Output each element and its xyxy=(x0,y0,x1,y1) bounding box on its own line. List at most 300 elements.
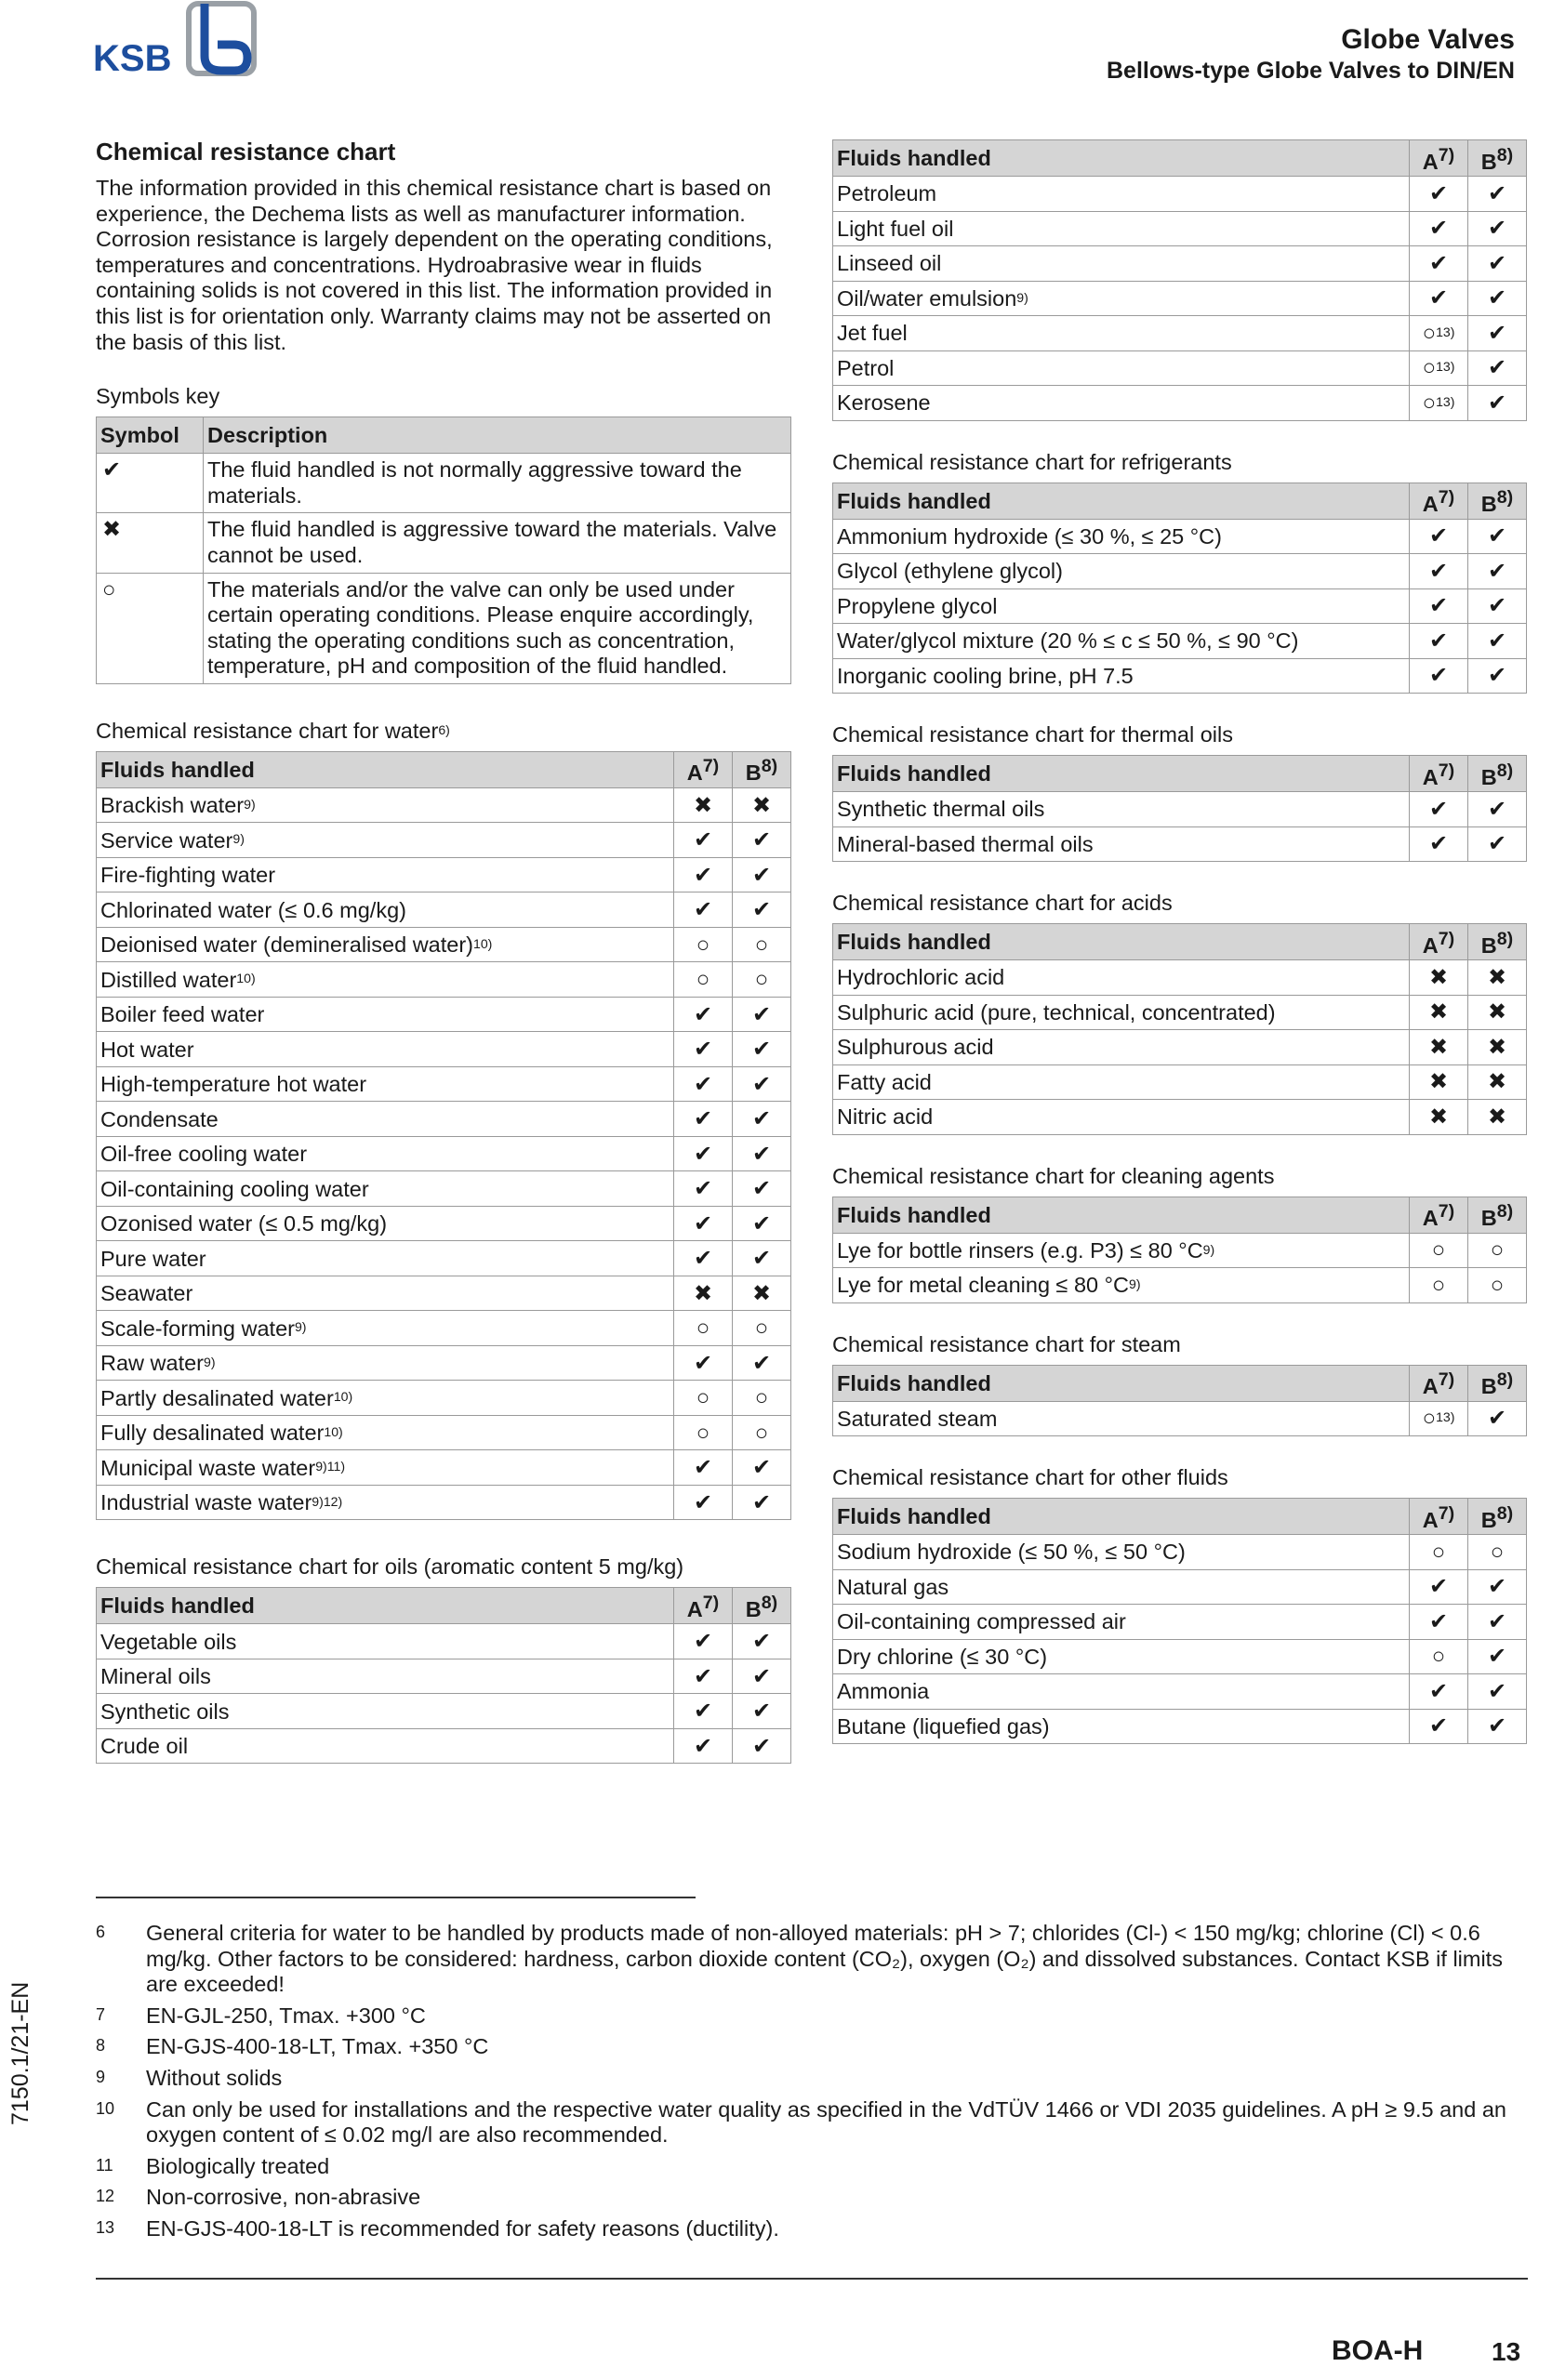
table-row xyxy=(97,1728,791,1764)
table-row xyxy=(833,1605,1527,1640)
table-row xyxy=(833,281,1527,316)
a-rating: ✔ xyxy=(1428,250,1449,276)
footnote xyxy=(96,2097,1528,2149)
b-rating: ○ xyxy=(1490,1539,1505,1565)
a-rating: ✖ xyxy=(1428,1034,1449,1060)
fluid-name-footnote-ref: 9) xyxy=(294,1319,307,1335)
b-rating-cell xyxy=(1468,1605,1527,1640)
b-rating-cell xyxy=(1468,554,1527,589)
a-header-text: A xyxy=(1422,764,1439,789)
b-header-text: B xyxy=(745,1596,762,1621)
a-rating-cell xyxy=(1410,316,1468,351)
footnote-number: 6 xyxy=(96,1923,106,1941)
table-row xyxy=(97,1136,791,1171)
b-rating: ✔ xyxy=(1487,1574,1507,1600)
b-rating: ✔ xyxy=(751,1106,772,1132)
b-rating: ✖ xyxy=(1487,1069,1507,1095)
a-rating-cell xyxy=(1410,624,1468,659)
b-rating: ✔ xyxy=(1487,320,1507,346)
b-rating: ✔ xyxy=(751,862,772,888)
fluid-column-header: Fluids handled xyxy=(833,1499,1410,1535)
b-column-header xyxy=(1468,483,1527,519)
a-rating: ✔ xyxy=(1428,593,1449,619)
intro-text: The information provided in this chemical resistance chart is based on experience, the Dechema lists as well as manufacturer information. Corrosion resistance is largely dependent on the operating conditions, temperatures and concentrations. Hydroabrasive wear in fluids containing solids is not covered in this list. The information provided in this list is for orientation only. Warranty claims may not be asserted on the basis of this list. xyxy=(96,176,773,354)
fluid-column-header: Fluids handled xyxy=(833,756,1410,792)
fluid-name-footnote-ref: 9)11) xyxy=(315,1459,346,1474)
fluid-cell xyxy=(833,1535,1410,1570)
fluid-cell xyxy=(97,1415,674,1450)
a-header-text-footnote-ref: 7) xyxy=(1438,1369,1455,1391)
table-title-text: Chemical resistance chart for other fluids xyxy=(832,1465,1228,1489)
b-rating: ✔ xyxy=(1487,1678,1507,1704)
symbols-key-row xyxy=(97,513,791,573)
a-rating: ✔ xyxy=(693,1350,713,1376)
a-header-text: A xyxy=(1422,932,1439,958)
fluid-column-header: Fluids handled xyxy=(833,483,1410,519)
b-rating-cell xyxy=(733,1206,791,1241)
fluid-column-header: Fluids handled xyxy=(97,751,674,787)
a-rating-cell xyxy=(1410,960,1468,996)
b-rating-cell xyxy=(733,1415,791,1450)
b-header-text-footnote-ref: 8) xyxy=(761,1592,778,1613)
a-rating: ○ xyxy=(1422,390,1437,416)
b-rating-cell xyxy=(733,1102,791,1137)
a-rating: ✔ xyxy=(1428,831,1449,857)
fluid-cell xyxy=(833,960,1410,996)
b-rating-cell xyxy=(733,1381,791,1416)
fluid-name: Chlorinated water (≤ 0.6 mg/kg) xyxy=(100,897,406,922)
b-rating: ✔ xyxy=(1487,285,1507,311)
a-rating: ✔ xyxy=(693,1037,713,1063)
a-rating-cell xyxy=(674,997,733,1032)
table-row xyxy=(833,519,1527,554)
fluid-name: Pure water xyxy=(100,1246,206,1271)
symbols-key-label: Symbols key xyxy=(96,384,220,409)
symbols-key-row xyxy=(97,454,791,513)
a-rating-cell xyxy=(674,823,733,858)
fluid-cell xyxy=(97,1694,674,1729)
table-row xyxy=(97,1659,791,1694)
a-rating-cell xyxy=(674,1659,733,1694)
b-rating-cell xyxy=(1468,177,1527,212)
fluid-cell xyxy=(97,857,674,892)
a-rating: ✔ xyxy=(1428,523,1449,549)
fluid-cell xyxy=(833,1674,1410,1710)
b-rating-cell xyxy=(1468,995,1527,1030)
left-table-title xyxy=(96,1554,791,1580)
fluid-cell xyxy=(97,787,674,823)
b-column-header xyxy=(733,751,791,787)
b-header-text: B xyxy=(1480,1507,1497,1532)
fluid-cell xyxy=(97,1728,674,1764)
b-rating-cell xyxy=(733,962,791,998)
a-header-text: A xyxy=(686,760,703,786)
a-rating-cell xyxy=(1410,1401,1468,1436)
table-header-row xyxy=(833,483,1527,519)
a-rating-cell xyxy=(1410,1569,1468,1605)
a-rating-footnote-ref: 13) xyxy=(1436,359,1455,375)
b-rating: ✔ xyxy=(751,897,772,923)
a-rating-cell xyxy=(1410,350,1468,386)
b-rating-cell xyxy=(733,1276,791,1311)
fluid-cell xyxy=(97,1381,674,1416)
fluid-cell xyxy=(833,281,1410,316)
b-rating: ✔ xyxy=(1487,523,1507,549)
b-rating-cell xyxy=(1468,1639,1527,1674)
symbols-key-table xyxy=(96,416,791,684)
a-rating-cell xyxy=(674,1206,733,1241)
footnote xyxy=(96,2034,1528,2060)
b-rating-cell xyxy=(733,1485,791,1520)
description-cell: The fluid handled is aggressive toward the materials. Valve cannot be used. xyxy=(204,513,791,573)
b-rating-cell xyxy=(1468,519,1527,554)
table-row xyxy=(833,588,1527,624)
symbol-cell: ✖ xyxy=(97,513,204,573)
fluid-cell xyxy=(97,1032,674,1067)
footnote-number: 13 xyxy=(96,2217,115,2237)
resistance-table xyxy=(832,139,1527,421)
table-row xyxy=(97,1241,791,1276)
a-header-text-footnote-ref: 7) xyxy=(1438,928,1455,949)
b-rating-cell xyxy=(733,823,791,858)
a-rating-cell xyxy=(1410,211,1468,246)
table-title-text: Chemical resistance chart for refrigerants xyxy=(832,449,1232,474)
a-rating-cell xyxy=(1410,177,1468,212)
fluid-name: Nitric acid xyxy=(837,1104,934,1130)
a-rating-cell xyxy=(1410,386,1468,421)
a-rating-cell xyxy=(1410,1605,1468,1640)
fluid-name: Service water xyxy=(100,827,233,853)
fluid-cell xyxy=(833,1639,1410,1674)
table-title-text: Chemical resistance chart for oils (aromatic content 5 mg/kg) xyxy=(96,1554,684,1580)
table-row xyxy=(97,1171,791,1207)
table-row xyxy=(833,1674,1527,1710)
fluid-name: Propylene glycol xyxy=(837,593,998,618)
a-rating: ✔ xyxy=(693,1489,713,1515)
b-rating-cell xyxy=(1468,658,1527,694)
b-rating-cell xyxy=(733,1694,791,1729)
b-rating: ✔ xyxy=(751,1455,772,1481)
description-column-header: Description xyxy=(204,417,791,454)
b-rating: ✔ xyxy=(1487,663,1507,689)
table-title-text-footnote-ref: 6) xyxy=(438,721,450,737)
a-rating: ✔ xyxy=(1428,1608,1449,1634)
a-rating: ✔ xyxy=(693,1106,713,1132)
fluid-name: Hot water xyxy=(100,1037,194,1062)
fluid-cell xyxy=(833,1709,1410,1744)
fluid-name-footnote-ref: 9) xyxy=(232,831,245,847)
footnote-number: 11 xyxy=(96,2155,113,2175)
fluid-name: Jet fuel xyxy=(837,321,908,346)
header-title: Globe Valves xyxy=(1341,24,1515,55)
b-rating-cell xyxy=(1468,792,1527,827)
b-rating: ✔ xyxy=(1487,1644,1507,1670)
resistance-table xyxy=(832,923,1527,1135)
fluid-name-footnote-ref: 9) xyxy=(244,796,256,812)
table-row xyxy=(833,960,1527,996)
a-rating-cell xyxy=(1410,1709,1468,1744)
fluid-cell xyxy=(97,1241,674,1276)
a-rating-cell xyxy=(674,1276,733,1311)
table-row xyxy=(833,386,1527,421)
b-header-text-footnote-ref: 8) xyxy=(1496,760,1514,781)
a-rating: ○ xyxy=(1422,1406,1437,1432)
fluid-cell xyxy=(833,1605,1410,1640)
fluid-name: Seawater xyxy=(100,1281,193,1306)
symbol-cell: ○ xyxy=(97,573,204,683)
fluid-column-header: Fluids handled xyxy=(833,1197,1410,1233)
a-rating-cell xyxy=(674,892,733,928)
a-rating: ✔ xyxy=(693,897,713,923)
table-row xyxy=(833,246,1527,282)
right-tables xyxy=(832,139,1527,1744)
fluid-cell xyxy=(97,1485,674,1520)
fluid-name: Oil/water emulsion xyxy=(837,285,1017,311)
fluid-name: Lye for bottle rinsers (e.g. P3) ≤ 80 °C xyxy=(837,1237,1203,1263)
a-rating: ○ xyxy=(696,1385,710,1411)
table-header-row xyxy=(833,1365,1527,1401)
fluid-cell xyxy=(833,588,1410,624)
fluid-cell xyxy=(97,927,674,962)
table-row xyxy=(97,962,791,998)
a-rating: ✔ xyxy=(693,827,713,853)
b-rating-cell xyxy=(1468,211,1527,246)
b-rating-cell xyxy=(1468,588,1527,624)
a-rating-cell xyxy=(674,962,733,998)
b-rating: ✔ xyxy=(1487,180,1507,206)
fluid-name: Inorganic cooling brine, pH 7.5 xyxy=(837,663,1134,688)
symbols-key-row xyxy=(97,573,791,683)
symbol-column-header: Symbol xyxy=(97,417,204,454)
b-rating: ✔ xyxy=(1487,831,1507,857)
fluid-cell xyxy=(97,1311,674,1346)
a-rating: ✔ xyxy=(1428,796,1449,822)
a-rating-cell xyxy=(674,1728,733,1764)
table-title-text: Chemical resistance chart for cleaning agents xyxy=(832,1163,1275,1188)
right-table-title xyxy=(832,449,1527,475)
a-header-text: A xyxy=(1422,1507,1439,1532)
fluid-cell xyxy=(833,658,1410,694)
a-rating-cell xyxy=(1410,1535,1468,1570)
a-rating-cell xyxy=(1410,995,1468,1030)
a-header-text: A xyxy=(1422,1373,1439,1398)
left-table-title xyxy=(96,718,791,744)
fluid-cell xyxy=(97,1450,674,1486)
b-rating-cell xyxy=(733,857,791,892)
symbol-cell: ✔ xyxy=(97,454,204,513)
b-rating-cell xyxy=(733,1659,791,1694)
footnote-text: Non-corrosive, non-abrasive xyxy=(146,2185,421,2210)
fluid-name: Ammonium hydroxide (≤ 30 %, ≤ 25 °C) xyxy=(837,523,1222,549)
fluid-column-header: Fluids handled xyxy=(833,1365,1410,1401)
b-rating: ✔ xyxy=(1487,1713,1507,1739)
a-rating-cell xyxy=(674,1381,733,1416)
a-rating: ○ xyxy=(696,1420,710,1446)
b-column-header xyxy=(1468,924,1527,960)
footnote-number: 8 xyxy=(96,2036,106,2056)
a-header-text-footnote-ref: 7) xyxy=(1438,487,1455,509)
fluid-cell xyxy=(833,1401,1410,1436)
b-rating-cell xyxy=(733,1032,791,1067)
fluid-name: Oil-containing cooling water xyxy=(100,1176,369,1201)
a-rating-cell xyxy=(1410,792,1468,827)
a-column-header xyxy=(674,751,733,787)
fluid-cell xyxy=(833,386,1410,421)
b-rating: ✔ xyxy=(751,1176,772,1202)
fluid-name: Oil-free cooling water xyxy=(100,1142,308,1167)
a-column-header xyxy=(674,1588,733,1624)
a-rating-cell xyxy=(1410,281,1468,316)
a-rating-cell xyxy=(1410,1064,1468,1100)
a-rating-footnote-ref: 13) xyxy=(1436,393,1455,409)
footnote-divider xyxy=(96,1897,696,1898)
b-rating-cell xyxy=(733,1450,791,1486)
fluid-name: Sulphuric acid (pure, technical, concentrated) xyxy=(837,999,1276,1025)
a-rating: ✔ xyxy=(693,1141,713,1167)
a-rating-cell xyxy=(674,857,733,892)
footnotes xyxy=(96,1921,1528,2248)
right-table-title xyxy=(832,721,1527,747)
footer-product: BOA-H xyxy=(1332,2335,1424,2366)
intro-title: Chemical resistance chart xyxy=(96,138,396,165)
fluid-name: Sulphurous acid xyxy=(837,1035,994,1060)
a-rating: ✖ xyxy=(1428,1069,1449,1095)
b-rating: ✔ xyxy=(1487,558,1507,584)
b-rating: ✔ xyxy=(1487,593,1507,619)
b-rating: ✖ xyxy=(1487,964,1507,990)
table-header-row xyxy=(833,756,1527,792)
table-row xyxy=(97,927,791,962)
a-rating: ✔ xyxy=(1428,1713,1449,1739)
b-header-text-footnote-ref: 8) xyxy=(1496,1201,1514,1223)
b-rating-cell xyxy=(733,1136,791,1171)
fluid-cell xyxy=(97,1276,674,1311)
b-rating: ✔ xyxy=(751,1210,772,1236)
a-rating-cell xyxy=(1410,1639,1468,1674)
table-row xyxy=(833,1268,1527,1303)
right-table-title xyxy=(832,1163,1527,1189)
fluid-name: Distilled water xyxy=(100,967,237,992)
description-cell: The fluid handled is not normally aggressive toward the materials. xyxy=(204,454,791,513)
b-rating-cell xyxy=(1468,350,1527,386)
a-rating-cell xyxy=(674,1345,733,1381)
b-rating: ✔ xyxy=(751,1733,772,1759)
resistance-table xyxy=(832,755,1527,862)
b-rating: ✔ xyxy=(1487,250,1507,276)
fluid-name: Mineral-based thermal oils xyxy=(837,831,1094,856)
a-rating: ✔ xyxy=(693,1246,713,1272)
b-rating-cell xyxy=(1468,960,1527,996)
b-rating-cell xyxy=(1468,1401,1527,1436)
fluid-name: Deionised water (demineralised water) xyxy=(100,932,473,958)
fluid-name: Dry chlorine (≤ 30 °C) xyxy=(837,1644,1048,1669)
fluid-cell xyxy=(97,1206,674,1241)
a-rating: ✖ xyxy=(1428,1104,1449,1130)
fluid-cell xyxy=(833,792,1410,827)
fluid-name: Saturated steam xyxy=(837,1406,998,1431)
a-rating-cell xyxy=(674,787,733,823)
fluid-cell xyxy=(97,1659,674,1694)
b-rating: ✔ xyxy=(751,827,772,853)
fluid-column-header: Fluids handled xyxy=(833,140,1410,177)
fluid-column-header: Fluids handled xyxy=(833,924,1410,960)
fluid-cell xyxy=(833,554,1410,589)
fluid-cell xyxy=(833,624,1410,659)
b-rating-cell xyxy=(1468,386,1527,421)
table-title-text: Chemical resistance chart for steam xyxy=(832,1331,1181,1356)
a-rating-cell xyxy=(1410,588,1468,624)
resistance-table xyxy=(832,1365,1527,1437)
b-rating: ✔ xyxy=(751,1037,772,1063)
b-rating: ✔ xyxy=(751,1071,772,1097)
a-rating: ✔ xyxy=(1428,216,1449,242)
b-rating: ○ xyxy=(1490,1272,1505,1298)
table-row xyxy=(833,792,1527,827)
table-row xyxy=(833,316,1527,351)
a-column-header xyxy=(1410,140,1468,177)
b-header-text-footnote-ref: 8) xyxy=(1496,1369,1514,1391)
a-rating-cell xyxy=(674,1032,733,1067)
b-rating-cell xyxy=(1468,826,1527,862)
table-header-row xyxy=(833,1197,1527,1233)
right-column xyxy=(832,139,1527,1772)
b-rating: ✖ xyxy=(1487,1104,1507,1130)
a-rating-cell xyxy=(674,1241,733,1276)
a-rating: ✔ xyxy=(693,1071,713,1097)
a-rating: ✔ xyxy=(693,1210,713,1236)
fluid-cell xyxy=(833,246,1410,282)
footnote-number: 9 xyxy=(96,2067,106,2086)
a-rating: ○ xyxy=(1431,1237,1446,1263)
table-title-text: Chemical resistance chart for acids xyxy=(832,891,1173,915)
resistance-table xyxy=(832,483,1527,694)
fluid-name: Sodium hydroxide (≤ 50 %, ≤ 50 °C) xyxy=(837,1540,1186,1565)
footnote xyxy=(96,2003,1528,2030)
fluid-name: Crude oil xyxy=(100,1734,189,1759)
a-rating: ✔ xyxy=(1428,663,1449,689)
b-rating: ✔ xyxy=(751,1141,772,1167)
a-rating-cell xyxy=(1410,1268,1468,1303)
header-subtitle: Bellows-type Globe Valves to DIN/EN xyxy=(1106,58,1515,84)
a-rating: ✔ xyxy=(693,1629,713,1655)
a-column-header xyxy=(1410,1499,1468,1535)
table-row xyxy=(97,1624,791,1659)
table-title-text: Chemical resistance chart for thermal oils xyxy=(832,722,1233,747)
a-rating: ✔ xyxy=(1428,285,1449,311)
table-row xyxy=(97,787,791,823)
fluid-column-header: Fluids handled xyxy=(97,1588,674,1624)
a-rating: ✖ xyxy=(1428,999,1449,1025)
a-rating-cell xyxy=(674,1066,733,1102)
b-rating-cell xyxy=(1468,1030,1527,1065)
a-rating: ○ xyxy=(1431,1539,1446,1565)
fluid-name: Light fuel oil xyxy=(837,216,954,241)
table-row xyxy=(97,892,791,928)
b-rating: ○ xyxy=(754,932,769,958)
b-rating: ✔ xyxy=(1487,1608,1507,1634)
table-header-row xyxy=(833,924,1527,960)
table-row xyxy=(833,1100,1527,1135)
a-header-text-footnote-ref: 7) xyxy=(702,756,720,777)
b-rating-cell xyxy=(1468,316,1527,351)
b-rating: ○ xyxy=(1490,1237,1505,1263)
a-rating-cell xyxy=(674,1450,733,1486)
table-row xyxy=(833,1064,1527,1100)
fluid-name-footnote-ref: 10) xyxy=(236,971,256,986)
b-column-header xyxy=(733,1588,791,1624)
b-rating: ○ xyxy=(754,1385,769,1411)
fluid-name-footnote-ref: 10) xyxy=(324,1423,343,1439)
